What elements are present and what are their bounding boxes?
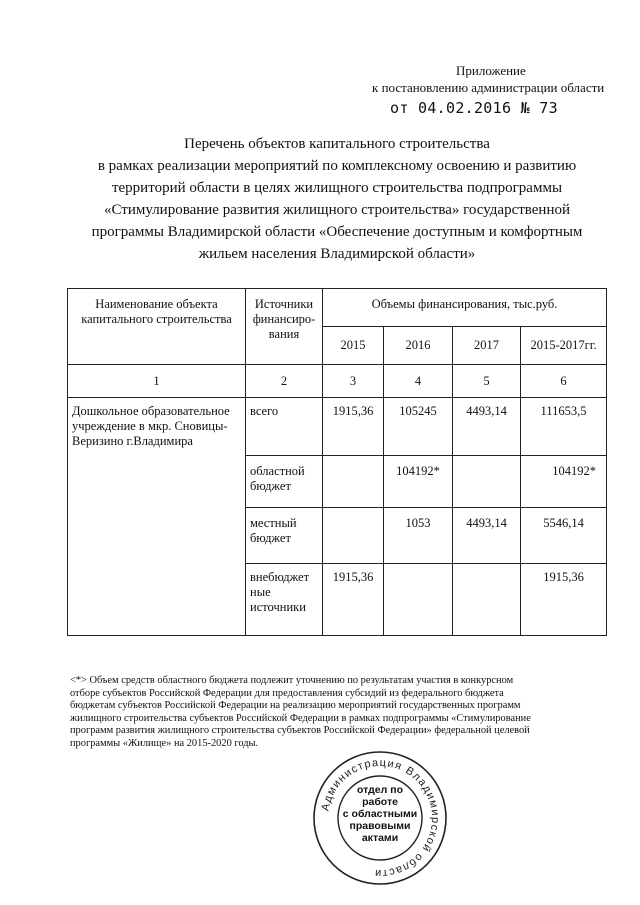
value-2017: 4493,14 [453,508,521,564]
footnote-line: бюджетам субъектов Российской Федерации на реализацию мероприятий государственных программ [70,700,521,711]
appendix-title: Приложение [456,63,526,78]
document-title [72,133,602,265]
appendix-reference: к постановлению администрации области [372,80,605,95]
value-2015 [323,456,384,508]
object-name-cell: Дошкольное образовательное учреждение в мкр. Сновицы-Веризино г.Владимира [68,398,246,636]
footnote [70,675,614,750]
title-line: жильем населения Владимирской области» [198,246,476,262]
column-number: 4 [384,365,453,398]
footnote-line: жилищного строительства субъектов Российской Федерации в рамках подпрограммы «Стимулирование [70,712,531,724]
title-line: «Стимулирование развития жилищного строительства» государственной [103,202,571,218]
value-total: 5546,14 [521,508,607,564]
value-2017 [453,456,521,508]
value-2016: 105245 [384,398,453,456]
stamp-line: с областными [342,808,418,820]
title-line: программы Владимирской области «Обеспечение доступным и комфортным [91,224,583,240]
appendix-date-number: от 04.02.2016 № 73 [390,99,558,117]
header-year-2016: 2016 [384,327,453,365]
column-number: 5 [453,365,521,398]
title-line: в рамках реализации мероприятий по комплексному освоению и развитию [97,158,577,174]
header-year-2015: 2015 [323,327,384,365]
value-2015: 1915,36 [323,564,384,636]
stamp-line: правовыми [349,820,411,832]
header-object-name: Наименование объекта капитального строительства [68,289,246,365]
source-cell: местный бюджет [246,508,323,564]
financing-table [67,288,607,636]
column-number: 3 [323,365,384,398]
value-2017 [453,564,521,636]
header-year-2017: 2017 [453,327,521,365]
value-2017: 4493,14 [453,398,521,456]
stamp-line: актами [361,832,399,844]
appendix-header [360,62,610,117]
value-2016 [384,564,453,636]
official-stamp [310,748,450,888]
value-2016: 104192* [384,456,453,508]
source-cell: всего [246,398,323,456]
value-total: 1915,36 [521,564,607,636]
column-number: 6 [521,365,607,398]
value-2015 [323,508,384,564]
value-2016: 1053 [384,508,453,564]
column-number: 1 [68,365,246,398]
footnote-line: <*> Объем средств областного бюджета подлежит уточнению по результатам участия в конкурсном [70,675,514,686]
footnote-line: отборе субъектов Российской Федерации для предоставления субсидий из федерального бюджета [70,687,504,699]
value-total: 111653,5 [521,398,607,456]
column-number: 2 [246,365,323,398]
source-cell: областной бюджет [246,456,323,508]
footnote-line: программы «Жилище» на 2015-2020 годы. [70,737,259,749]
value-2015: 1915,36 [323,398,384,456]
source-cell: внебюджет ные источники [246,564,323,636]
value-total: 104192* [521,456,607,508]
header-year-total: 2015-2017гг. [521,327,607,365]
footnote-line: программ развития жилищного строительства субъектов Российской Федерации» федеральной целевой [70,725,530,736]
title-line: территорий области в целях жилищного строительства подпрограммы [111,180,563,196]
stamp-center-text [338,784,422,844]
stamp-ring-text: Администрация Владимирской области [319,756,442,880]
stamp-line: отдел по работе [356,784,403,808]
header-sources: Источники финансиро-вания [246,289,323,365]
header-volumes: Объемы финансирования, тыс.руб. [323,289,607,327]
title-line: Перечень объектов капитального строительства [184,136,490,152]
